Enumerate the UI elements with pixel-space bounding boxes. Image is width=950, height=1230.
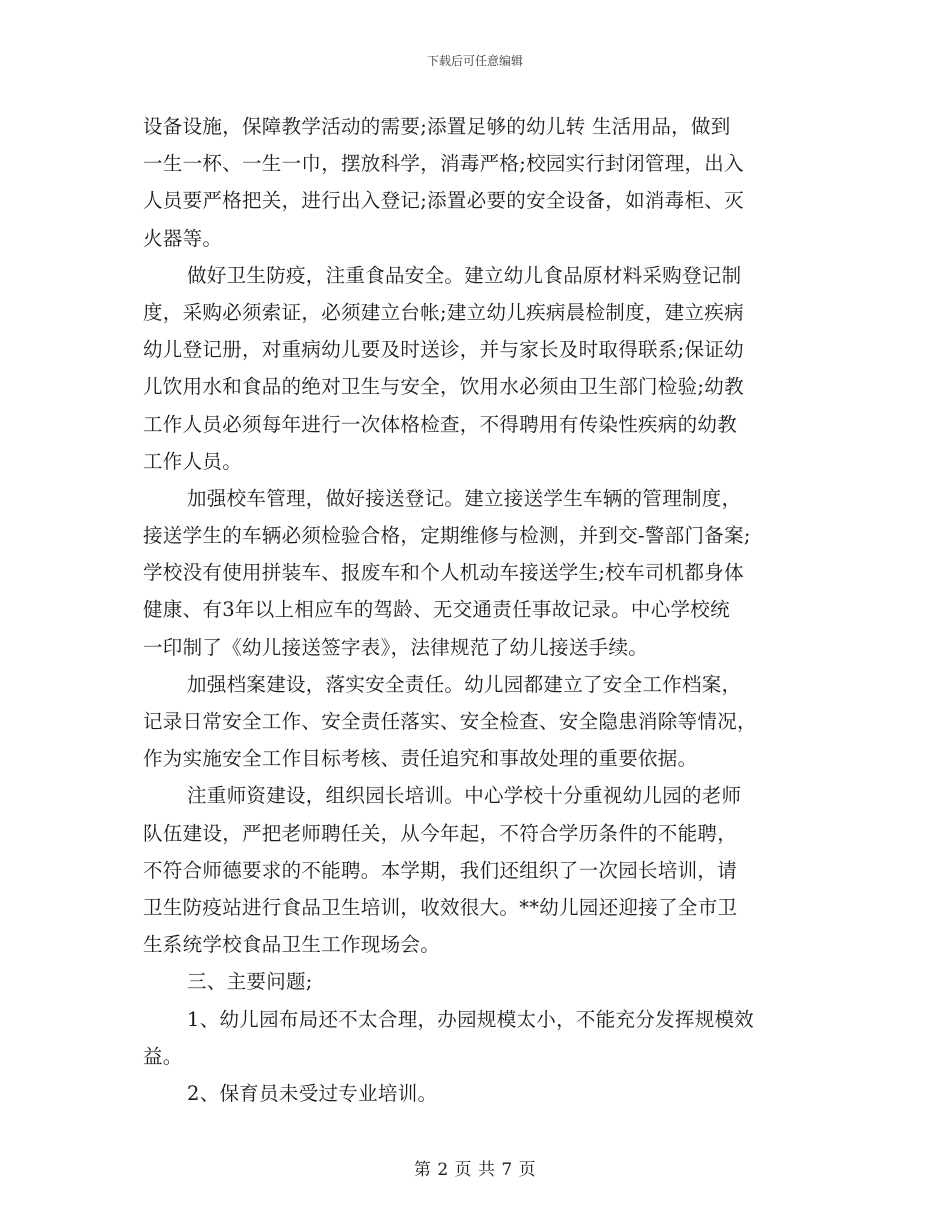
text-line: 生系统学校食品卫生工作现场会。	[143, 933, 441, 957]
text-line: 作为实施安全工作目标考核、责任追究和事故处理的重要依据。	[143, 747, 698, 771]
text-line: 记录日常安全工作、安全责任落实、安全检查、安全隐患消除等情况，	[143, 710, 757, 733]
text-line: 儿饮用水和食品的绝对卫生与安全，饮用水必须由卫生部门检验;幼教	[143, 375, 744, 399]
text-line: 加强校车管理，做好接送登记。建立接送学生车辆的管理制度，	[187, 486, 742, 510]
page-number: 第 2 页 共 7 页	[413, 1160, 537, 1180]
text-line: 1、幼儿园布局还不太合理，办园规模太小，不能充分发挥规模效	[187, 1007, 755, 1031]
text-line: 火器等。	[143, 226, 223, 250]
text-line: 工作人员。	[143, 449, 243, 473]
text-line: 工作人员必须每年进行一次体格检查，不得聘用有传染性疾病的幼教	[143, 412, 738, 436]
text-line: 队伍建设，严把老师聘任关，从今年起，不符合学历条件的不能聘，	[143, 821, 738, 845]
text-line: 学校没有使用拼装车、报废车和个人机动车接送学生;校车司机都身体	[143, 561, 744, 585]
text-line: 一印制了《幼儿接送签字表》，法律规范了幼儿接送手续。	[143, 635, 649, 659]
text-line: 2、保育员未受过专业培训。	[187, 1081, 438, 1105]
text-line: 健康、有3年以上相应车的驾龄、无交通责任事故记录。中心学校统	[143, 598, 730, 622]
text-line: 注重师资建设，组织园长培训。中心学校十分重视幼儿园的老师	[187, 784, 742, 808]
text-line: 幼儿登记册，对重病幼儿要及时送诊，并与家长及时取得联系;保证幼	[143, 338, 744, 362]
text-line: 卫生防疫站进行食品卫生培训，收效很大。**幼儿园还迎接了全市卫	[143, 895, 738, 919]
text-line: 做好卫生防疫，注重食品安全。建立幼儿食品原材料采购登记制	[187, 263, 742, 287]
text-line: 三、主要问题;	[187, 970, 313, 994]
text-line: 接送学生的车辆必须检验合格，定期维修与检测，并到交-警部门备案;	[143, 524, 751, 548]
text-line: 人员要严格把关，进行出入登记;添置必要的安全设备，如消毒柜、灭	[143, 189, 744, 213]
header-note: 下载后可任意编辑	[426, 54, 523, 68]
document-body	[143, 108, 815, 1112]
text-line: 设备设施，保障教学活动的需要;添置足够的幼儿转 生活用品，做到	[143, 115, 731, 138]
text-line: 加强档案建设，落实安全责任。幼儿园都建立了安全工作档案，	[187, 672, 742, 696]
text-line: 益。	[143, 1044, 183, 1068]
text-line: 一生一杯、一生一巾，摆放科学，消毒严格;校园实行封闭管理，出入	[143, 152, 744, 176]
text-line: 度，采购必须索证，必须建立台帐;建立幼儿疾病晨检制度，建立疾病	[143, 300, 744, 324]
text-line: 不符合师德要求的不能聘。本学期，我们还组织了一次园长培训，请	[143, 858, 738, 882]
